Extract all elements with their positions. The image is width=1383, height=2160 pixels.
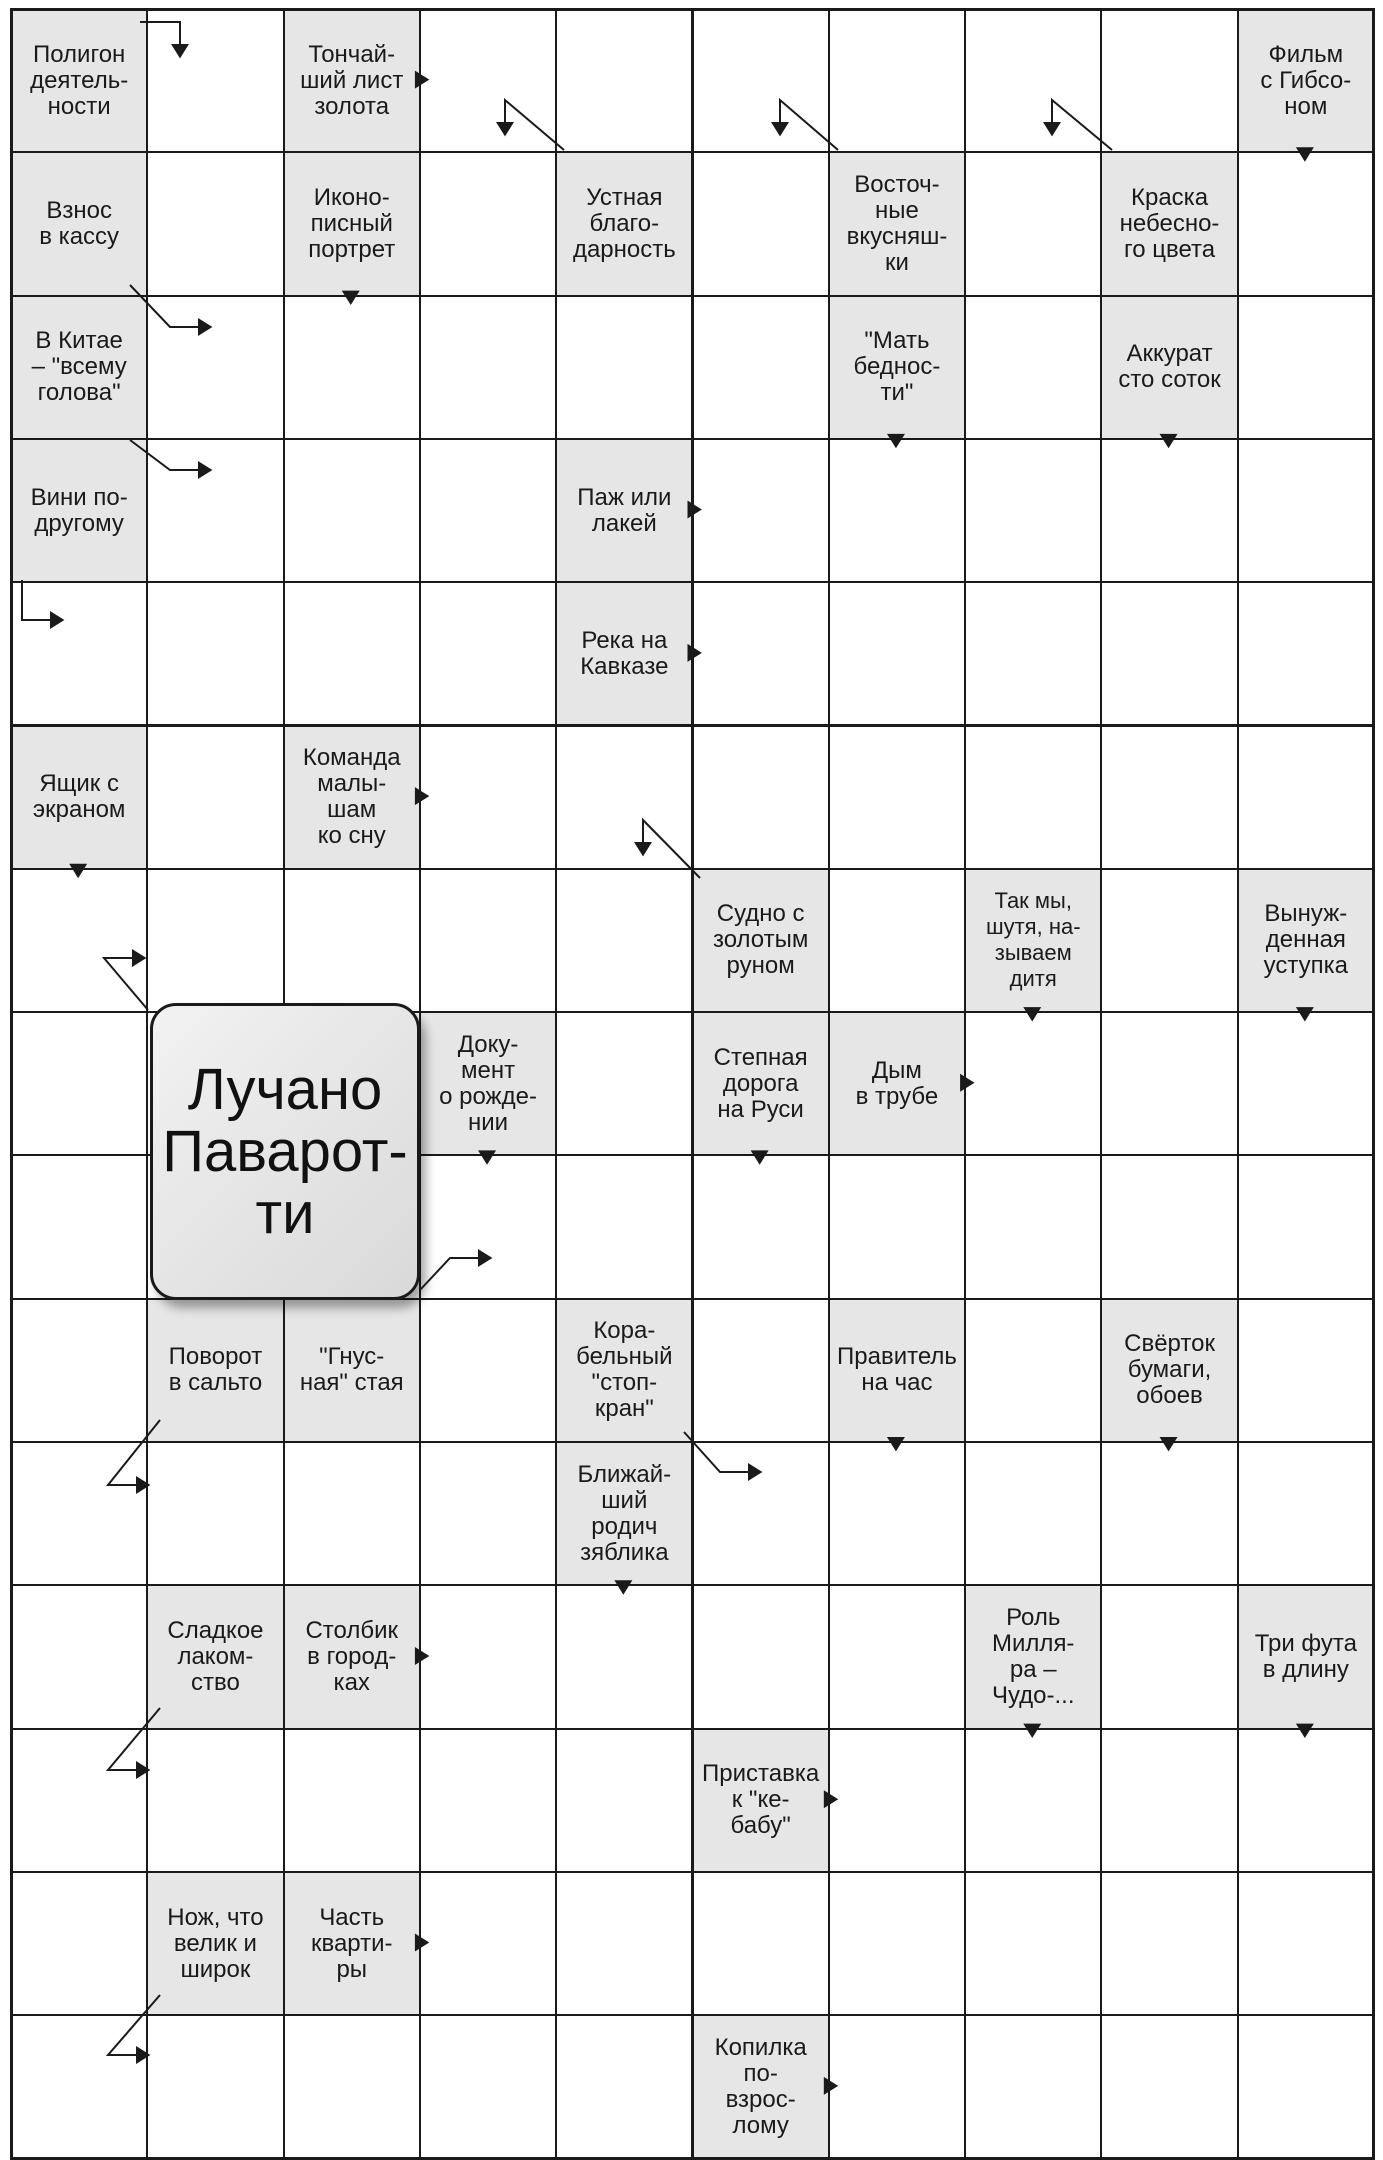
clue-cell: Так мы, шутя, на- зываем дитя (964, 868, 1102, 1013)
answer-cell[interactable] (146, 438, 284, 583)
answer-cell[interactable] (828, 1584, 966, 1729)
answer-cell[interactable] (555, 868, 693, 1013)
answer-cell[interactable] (555, 725, 693, 870)
answer-cell[interactable] (419, 1871, 557, 2016)
answer-cell[interactable] (1237, 581, 1375, 726)
answer-cell[interactable] (419, 151, 557, 296)
answer-cell[interactable] (555, 1871, 693, 2016)
answer-cell[interactable] (1100, 725, 1238, 870)
answer-cell[interactable] (283, 868, 421, 1013)
answer-cell[interactable] (1237, 295, 1375, 440)
clue-cell: Столбик в город- ках (283, 1584, 421, 1729)
answer-cell[interactable] (10, 1154, 148, 1299)
answer-cell[interactable] (692, 295, 830, 440)
answer-cell[interactable] (1100, 438, 1238, 583)
answer-cell[interactable] (1237, 1728, 1375, 1873)
answer-cell[interactable] (555, 8, 693, 153)
clue-cell: Правитель на час (828, 1298, 966, 1443)
clue-cell: Иконо- писный портрет (283, 151, 421, 296)
clue-cell: Вини по- другому (10, 438, 148, 583)
clue-cell: Судно с золотым руном (692, 868, 830, 1013)
answer-cell[interactable] (283, 438, 421, 583)
answer-cell[interactable] (419, 8, 557, 153)
answer-cell[interactable] (10, 2014, 148, 2159)
answer-cell[interactable] (1100, 1871, 1238, 2016)
answer-cell[interactable] (692, 581, 830, 726)
answer-cell[interactable] (1237, 1441, 1375, 1586)
answer-cell[interactable] (964, 1154, 1102, 1299)
answer-cell[interactable] (419, 725, 557, 870)
answer-cell[interactable] (964, 1728, 1102, 1873)
answer-cell[interactable] (10, 1871, 148, 2016)
answer-cell[interactable] (146, 1728, 284, 1873)
answer-cell[interactable] (146, 151, 284, 296)
answer-cell[interactable] (1100, 2014, 1238, 2159)
clue-cell: Сладкое лаком- ство (146, 1584, 284, 1729)
answer-cell[interactable] (828, 1154, 966, 1299)
answer-cell[interactable] (1100, 1584, 1238, 1729)
answer-cell[interactable] (964, 295, 1102, 440)
clue-cell: Полигон деятель- ности (10, 8, 148, 153)
answer-cell[interactable] (692, 1154, 830, 1299)
answer-cell[interactable] (692, 8, 830, 153)
answer-cell[interactable] (419, 438, 557, 583)
answer-cell[interactable] (283, 581, 421, 726)
answer-cell[interactable] (692, 1871, 830, 2016)
answer-cell[interactable] (1100, 868, 1238, 1013)
answer-cell[interactable] (964, 1441, 1102, 1586)
answer-cell[interactable] (828, 868, 966, 1013)
answer-cell[interactable] (828, 1441, 966, 1586)
answer-cell[interactable] (964, 151, 1102, 296)
answer-cell[interactable] (1237, 438, 1375, 583)
clue-cell: Поворот в сальто (146, 1298, 284, 1443)
answer-cell[interactable] (1237, 1871, 1375, 2016)
answer-cell[interactable] (964, 8, 1102, 153)
answer-cell[interactable] (964, 2014, 1102, 2159)
clue-cell: Река на Кавказе (555, 581, 693, 726)
answer-cell[interactable] (692, 1584, 830, 1729)
clue-cell: Фильм с Гибсо- ном (1237, 8, 1375, 153)
answer-cell[interactable] (828, 1728, 966, 1873)
answer-cell[interactable] (146, 295, 284, 440)
clue-cell: Краска небесно- го цвета (1100, 151, 1238, 296)
answer-cell[interactable] (1100, 1154, 1238, 1299)
answer-cell[interactable] (555, 2014, 693, 2159)
answer-cell[interactable] (146, 2014, 284, 2159)
answer-cell[interactable] (1100, 581, 1238, 726)
clue-cell: Приставка к "ке- бабу" (692, 1728, 830, 1873)
clue-cell: "Мать беднос- ти" (828, 295, 966, 440)
answer-cell[interactable] (10, 1584, 148, 1729)
answer-cell[interactable] (419, 1728, 557, 1873)
answer-cell[interactable] (555, 1154, 693, 1299)
answer-cell[interactable] (1100, 1441, 1238, 1586)
answer-cell[interactable] (10, 1441, 148, 1586)
answer-cell[interactable] (10, 1728, 148, 1873)
answer-cell[interactable] (828, 581, 966, 726)
clue-cell: Степная дорога на Руси (692, 1011, 830, 1156)
answer-cell[interactable] (419, 868, 557, 1013)
answer-cell[interactable] (692, 1298, 830, 1443)
clue-cell: В Китае – "всему голова" (10, 295, 148, 440)
answer-cell[interactable] (692, 725, 830, 870)
clue-cell: Аккурат сто соток (1100, 295, 1238, 440)
answer-cell[interactable] (283, 1728, 421, 1873)
answer-cell[interactable] (1237, 1298, 1375, 1443)
answer-cell[interactable] (964, 438, 1102, 583)
answer-cell[interactable] (419, 295, 557, 440)
answer-cell[interactable] (828, 2014, 966, 2159)
answer-cell[interactable] (1237, 2014, 1375, 2159)
answer-cell[interactable] (419, 1584, 557, 1729)
answer-cell[interactable] (1100, 1728, 1238, 1873)
clue-cell: "Гнус- ная" стая (283, 1298, 421, 1443)
clue-cell: Устная благо- дарность (555, 151, 693, 296)
answer-cell[interactable] (10, 868, 148, 1013)
answer-cell[interactable] (964, 581, 1102, 726)
clue-cell: Дым в трубе (828, 1011, 966, 1156)
answer-cell[interactable] (964, 1298, 1102, 1443)
clue-cell: Свёрток бумаги, обоев (1100, 1298, 1238, 1443)
answer-cell[interactable] (828, 1871, 966, 2016)
clue-cell: Доку- мент о рожде- нии (419, 1011, 557, 1156)
answer-cell[interactable] (692, 438, 830, 583)
answer-cell[interactable] (419, 1154, 557, 1299)
answer-cell[interactable] (283, 2014, 421, 2159)
answer-cell[interactable] (692, 151, 830, 296)
answer-cell[interactable] (419, 1298, 557, 1443)
answer-cell[interactable] (283, 1441, 421, 1586)
answer-cell[interactable] (419, 2014, 557, 2159)
clue-cell: Часть кварти- ры (283, 1871, 421, 2016)
answer-cell[interactable] (419, 581, 557, 726)
answer-cell[interactable] (1237, 1154, 1375, 1299)
answer-cell[interactable] (10, 1298, 148, 1443)
clue-cell: Вынуж- денная уступка (1237, 868, 1375, 1013)
answer-cell[interactable] (555, 1584, 693, 1729)
answer-cell[interactable] (555, 295, 693, 440)
clue-cell: Нож, что велик и широк (146, 1871, 284, 2016)
answer-cell[interactable] (828, 8, 966, 153)
answer-cell[interactable] (828, 438, 966, 583)
answer-cell[interactable] (555, 1728, 693, 1873)
answer-cell[interactable] (1100, 8, 1238, 153)
clue-cell: Ящик с экраном (10, 725, 148, 870)
answer-cell[interactable] (1237, 1011, 1375, 1156)
clue-cell: Тончай- ший лист золота (283, 8, 421, 153)
answer-cell[interactable] (964, 725, 1102, 870)
clue-cell: Копилка по- взрос- лому (692, 2014, 830, 2159)
answer-cell[interactable] (1237, 725, 1375, 870)
answer-cell[interactable] (1237, 151, 1375, 296)
answer-cell[interactable] (146, 581, 284, 726)
answer-cell[interactable] (964, 1871, 1102, 2016)
answer-cell[interactable] (146, 1441, 284, 1586)
answer-cell[interactable] (146, 868, 284, 1013)
answer-cell[interactable] (1100, 1011, 1238, 1156)
clue-cell: Три фута в длину (1237, 1584, 1375, 1729)
clue-cell: Взнос в кассу (10, 151, 148, 296)
answer-cell[interactable] (419, 1441, 557, 1586)
clue-cell: Ближай- ший родич зяблика (555, 1441, 693, 1586)
answer-cell[interactable] (964, 1011, 1102, 1156)
answer-cell[interactable] (555, 1011, 693, 1156)
answer-cell[interactable] (146, 8, 284, 153)
answer-cell[interactable] (10, 581, 148, 726)
answer-cell[interactable] (10, 1011, 148, 1156)
clue-cell: Восточ- ные вкусняш- ки (828, 151, 966, 296)
theme-title-panel: Лучано Паварот- ти (150, 1003, 420, 1300)
clue-cell: Кора- бельный "стоп- кран" (555, 1298, 693, 1443)
answer-cell[interactable] (146, 725, 284, 870)
answer-cell[interactable] (692, 1441, 830, 1586)
clue-cell: Роль Милля- ра – Чудо-... (964, 1584, 1102, 1729)
clue-cell: Команда малы- шам ко сну (283, 725, 421, 870)
clue-cell: Паж или лакей (555, 438, 693, 583)
answer-cell[interactable] (828, 725, 966, 870)
answer-cell[interactable] (283, 295, 421, 440)
